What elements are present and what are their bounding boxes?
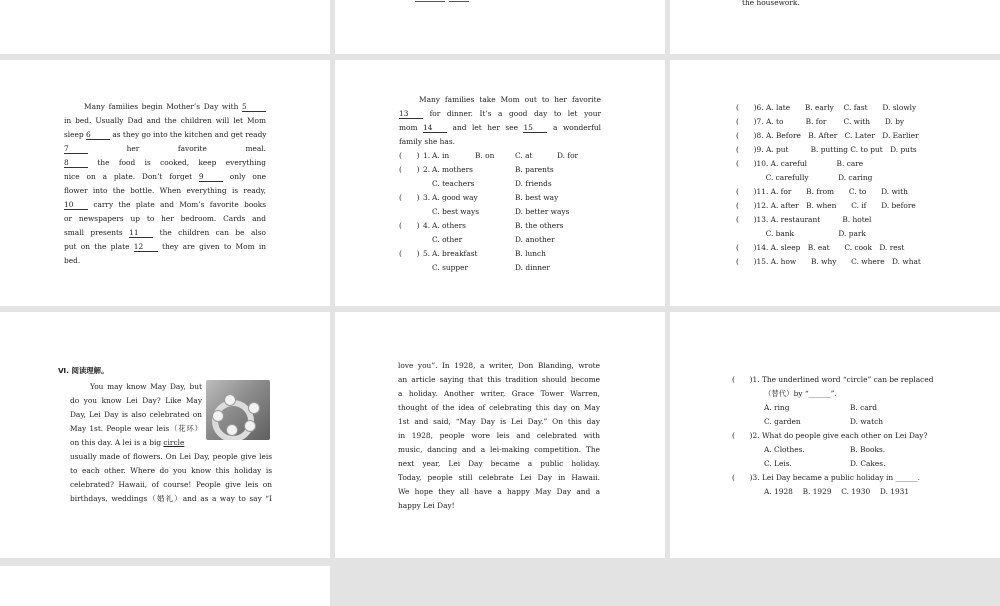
passage-text: the children can be also — [153, 228, 266, 237]
passage-text: family she has. — [399, 137, 455, 146]
question-paren: ( ) — [399, 193, 420, 202]
passage-text: a wonderful — [547, 123, 601, 132]
option-a: A. ring — [764, 403, 790, 412]
passage-text: put on the plate — [64, 242, 134, 251]
option-c: C. garden — [764, 417, 801, 426]
reading-text: May 1st. People wear leis（花环） — [70, 424, 202, 433]
passage-text: in bed. Usually Dad and the children will let Mom — [64, 116, 266, 125]
choice-question-line: C. bank D. park — [736, 229, 866, 238]
option-a: A. breakfast — [432, 249, 478, 258]
reading-line: We hope they all have a happy May Day and a — [398, 487, 600, 496]
passage-text: only one — [222, 172, 266, 181]
option-b: B. on — [475, 151, 495, 160]
reading-line — [70, 492, 272, 506]
reading-line — [70, 408, 202, 422]
passage-text: and let her see — [447, 123, 524, 132]
section-heading: Ⅵ. 阅读理解。 — [58, 366, 109, 375]
reading-line: in 1928, people wore leis and celebrated with — [398, 431, 600, 440]
reading-text: on this day. A lei is a big — [70, 438, 164, 447]
reading-text: You may know May Day, but — [90, 382, 202, 391]
reading-text: Day, Lei Day is also celebrated on — [70, 410, 202, 419]
reading-line — [70, 394, 202, 408]
blank-number: 5 — [242, 102, 266, 112]
flower-image — [226, 424, 238, 436]
slide-reading — [0, 312, 330, 558]
passage-text: as they go into the kitchen and get ready — [109, 130, 267, 139]
passage-line — [64, 128, 266, 142]
option-b: B. the others — [515, 221, 564, 230]
option-d: D. better ways — [515, 207, 570, 216]
option-a: A. Clothes. — [764, 445, 805, 454]
choice-question-line: C. carefully D. caring — [736, 173, 873, 182]
reading-line: happy Lei Day! — [398, 501, 455, 510]
question-stem: ( )1. The underlined word “circle” can be replaced — [732, 375, 934, 384]
option-a: A. in — [432, 151, 450, 160]
reading-line — [90, 380, 202, 394]
question-number: 3. — [423, 193, 431, 202]
choice-question-line: ( )9. A. put B. putting C. to put D. puts — [736, 145, 917, 154]
reading-line: an article saying that this tradition should become — [398, 375, 600, 384]
passage-text: Many families begin Mother’s Day with — [84, 102, 242, 111]
underlined-word: circle — [163, 438, 185, 447]
slide-passage-left — [0, 60, 330, 306]
passage-text: small presents — [64, 228, 130, 237]
question-number: 4. — [423, 221, 431, 230]
option-c: C. at — [515, 151, 533, 160]
passage-text: or newspapers up to her bedroom. Cards and — [64, 214, 266, 223]
blank-line — [415, 1, 445, 2]
passage-text: Many families take Mom out to her favorite — [419, 95, 601, 104]
option-d: D. Cakes. — [850, 459, 886, 468]
blank-number: 15 — [523, 123, 547, 133]
passage-line — [64, 226, 266, 240]
choice-question-line: ( )10. A. careful B. care — [736, 159, 864, 168]
passage-text: sleep — [64, 130, 86, 139]
choice-question-line: ( )14. A. sleep B. eat C. cook D. rest — [736, 243, 905, 252]
option-b: B. card — [850, 403, 877, 412]
option-c: C. other — [432, 235, 463, 244]
blank-number: 12 — [134, 242, 158, 252]
passage-line — [64, 240, 266, 254]
option-a: A. others — [432, 221, 466, 230]
reading-line: love you”. In 1928, a writer, Don Blanding, wrote — [398, 361, 600, 370]
reading-line: 1st and said, “May Day is Lei Day.” On this day — [398, 417, 600, 426]
reading-text: do you know Lei Day? Like May — [70, 396, 202, 405]
choice-question-line: ( )6. A. late B. early C. fast D. slowly — [736, 103, 917, 112]
slide-top-right — [670, 0, 1000, 54]
passage-line — [64, 184, 266, 198]
option-c: C. supper — [432, 263, 469, 272]
slide-reading-questions — [670, 312, 1000, 558]
option-d: D. dinner — [515, 263, 550, 272]
passage-line — [64, 114, 266, 128]
blank-number: 13 — [399, 109, 423, 119]
options-inline: A. 1928 B. 1929 C. 1930 D. 1931 — [764, 487, 910, 496]
question-paren: ( ) — [399, 221, 420, 230]
blank-number: 8 — [64, 158, 88, 168]
blank-number: 10 — [64, 200, 88, 210]
passage-text: they are given to Mom in — [157, 242, 266, 251]
passage-text: the food is cooked, keep everything — [88, 158, 266, 167]
question-number: 2. — [423, 165, 431, 174]
question-paren: ( ) — [399, 249, 420, 258]
passage-line — [64, 156, 266, 170]
passage-line — [64, 254, 266, 268]
reading-text: usually made of flowers. On Lei Day, people give leis — [70, 452, 272, 461]
blank-number: 11 — [129, 228, 153, 238]
question-number: 1. — [423, 151, 431, 160]
reading-line: next year, Lei Day became a public holiday. — [398, 459, 600, 468]
blank-number: 6 — [86, 130, 110, 140]
blank-number: 7 — [64, 144, 88, 154]
slide-bottom-left — [0, 566, 330, 606]
blank-line — [449, 1, 469, 2]
option-c: C. best ways — [432, 207, 480, 216]
option-b: B. lunch — [515, 249, 546, 258]
option-d: D. for — [557, 151, 579, 160]
question-paren: ( ) — [399, 151, 420, 160]
passage-line — [399, 121, 601, 135]
option-a: A. mothers — [432, 165, 473, 174]
blank-number: 14 — [423, 123, 447, 133]
passage-text: for dinner. It’s a good day to let your — [423, 109, 601, 118]
choice-question-line: ( )15. A. how B. why C. where D. what — [736, 257, 921, 266]
question-stem: ( )2. What do people give each other on Lei Day? — [732, 431, 928, 440]
question-paren: ( ) — [399, 165, 420, 174]
reading-text: birthdays, weddings（婚礼）and as a way to say “I — [70, 494, 272, 503]
passage-line — [399, 135, 601, 149]
lei-photo — [206, 380, 270, 440]
passage-text: flower into the bottle. When everything is ready, — [64, 186, 266, 195]
slide-reading-cont — [335, 312, 665, 558]
option-c: C. Leis. — [764, 459, 792, 468]
passage-line — [64, 142, 266, 156]
slide-choices-right — [670, 60, 1000, 306]
question-stem: ( )3. Lei Day became a public holiday in ______. — [732, 473, 920, 482]
slide-top-left — [0, 0, 330, 54]
reading-line: a holiday. Another writer, Grace Tower Warren, — [398, 389, 600, 398]
choice-question-line: ( )12. A. after B. when C. if D. before — [736, 201, 916, 210]
option-c: C. teachers — [432, 179, 475, 188]
passage-line — [84, 100, 266, 114]
reading-line: Today, people still celebrate Lei Day in Hawaii. — [398, 473, 600, 482]
slide-passage-mid — [335, 60, 665, 306]
reading-line: music, dancing and a lei-making competition. The — [398, 445, 600, 454]
passage-text: mom — [399, 123, 423, 132]
option-d: D. friends — [515, 179, 552, 188]
passage-text: carry the plate and Mom’s favorite books — [88, 200, 266, 209]
blank-number: 9 — [199, 172, 223, 182]
reading-text: celebrated? Hawaii, of course! People give leis on — [70, 480, 272, 489]
flower-image — [248, 402, 260, 414]
option-d: D. another — [515, 235, 555, 244]
option-b: B. best way — [515, 193, 559, 202]
question-stem-cont: （替代）by “______”. — [764, 389, 837, 398]
option-a: A. good way — [432, 193, 478, 202]
passage-line — [64, 198, 266, 212]
choice-question-line: ( )8. A. Before B. After C. Later D. Earlier — [736, 131, 919, 140]
flower-image — [224, 394, 236, 406]
passage-text: her favorite meal. — [88, 144, 266, 153]
slide-top-middle — [335, 0, 665, 54]
passage-line — [419, 93, 601, 107]
reading-line — [70, 450, 272, 464]
reading-line — [70, 464, 272, 478]
question-number: 5. — [423, 249, 431, 258]
option-d: D. watch — [850, 417, 883, 426]
choice-question-line: ( )11. A. for B. from C. to D. with — [736, 187, 908, 196]
reading-line — [70, 436, 202, 450]
option-b: B. parents — [515, 165, 554, 174]
choice-question-line: ( )7. A. to B. for C. with D. by — [736, 117, 905, 126]
housework-text: the housework. — [742, 0, 800, 7]
passage-line — [399, 107, 601, 121]
flower-image — [244, 420, 256, 432]
passage-line — [64, 170, 266, 184]
choice-question-line: ( )13. A. restaurant B. hotel — [736, 215, 872, 224]
reading-line — [70, 478, 272, 492]
option-b: B. Books. — [850, 445, 886, 454]
reading-line — [70, 422, 202, 436]
flower-image — [212, 410, 224, 422]
reading-line: thought of the idea of celebrating this day on May — [398, 403, 600, 412]
passage-text: bed. — [64, 256, 81, 265]
passage-text: nice on a plate. Don’t forget — [64, 172, 199, 181]
reading-text: to each other. Where do you know this holiday is — [70, 466, 272, 475]
passage-line — [64, 212, 266, 226]
